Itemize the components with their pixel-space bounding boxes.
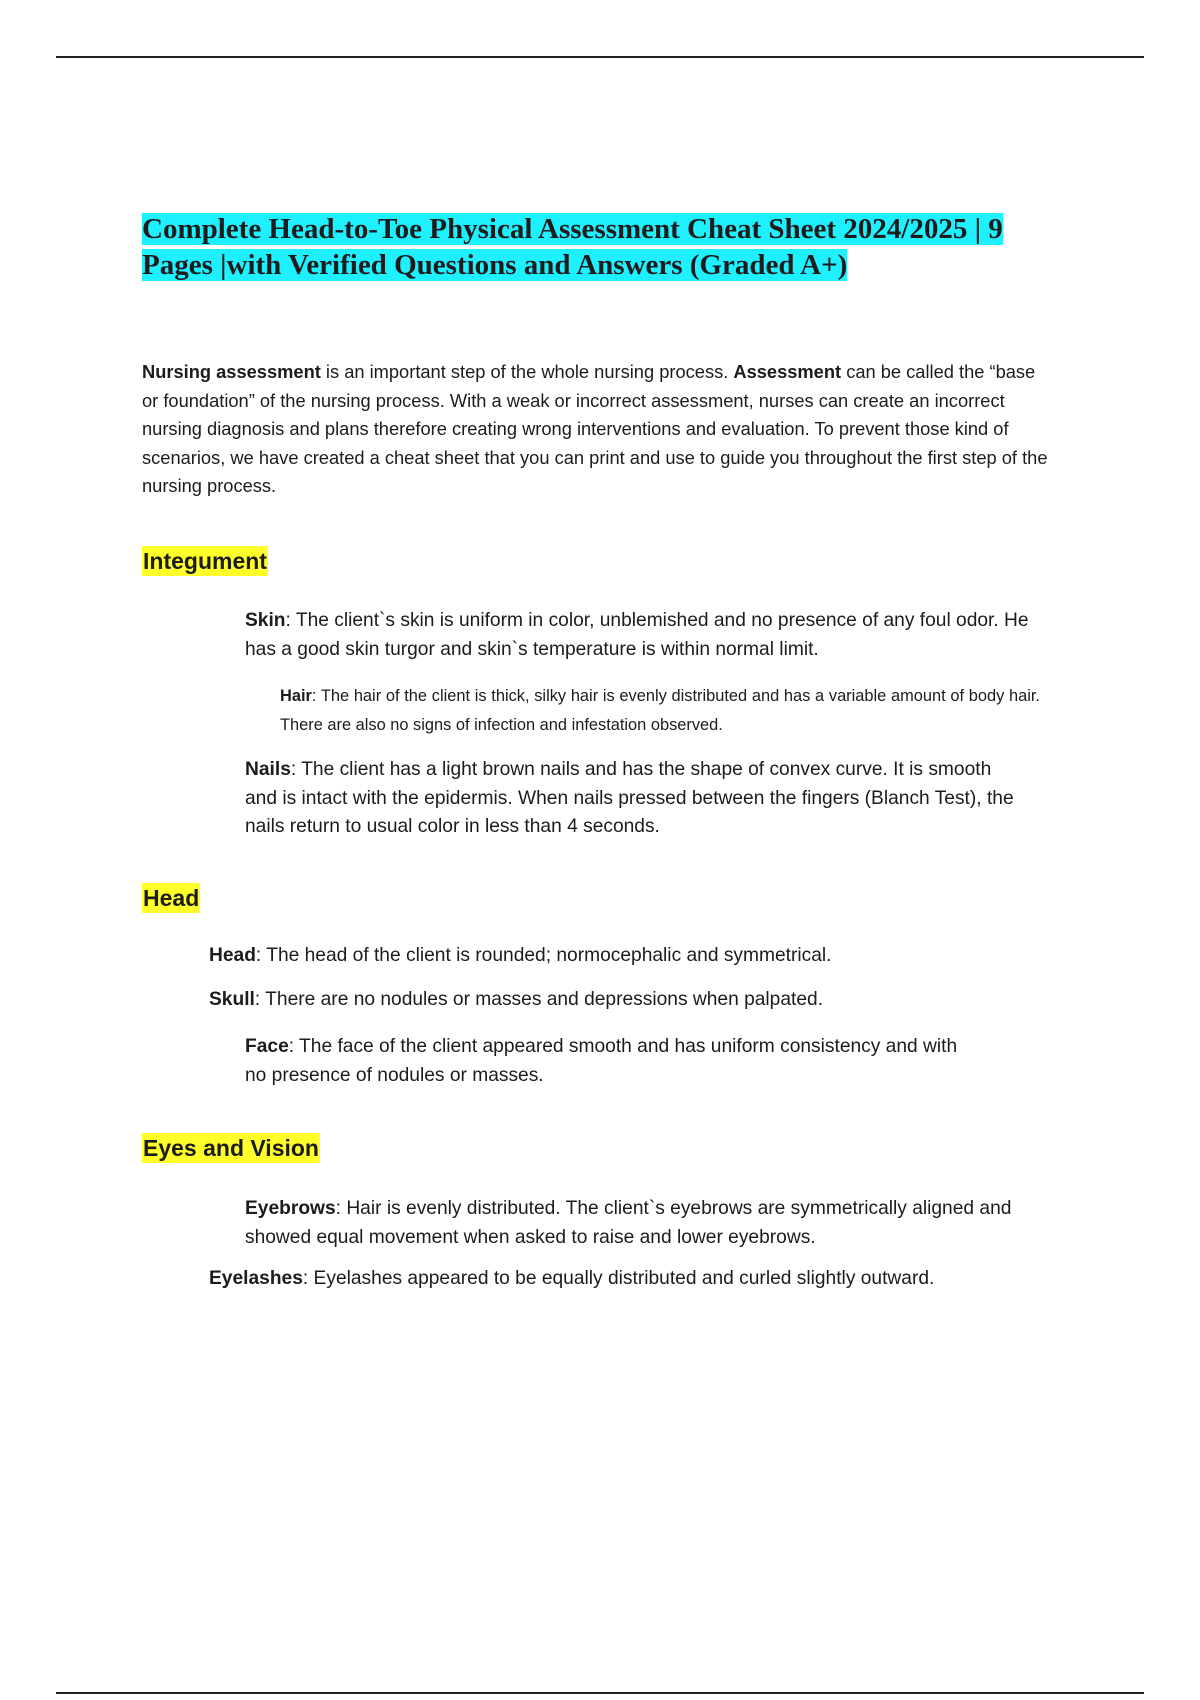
entry-label: Skin <box>245 610 286 631</box>
intro-text-2: can be called the “base or foundation” of the nursing process. With a weak or incorrect assessment, nurses can create an incorrect nursing diagnosis and plans therefore creating wrong interventions and evaluation. To prevent those kind of scenarios, we have created a cheat sheet that you can print and use to guide you throughout the first step of the nursing process. <box>142 361 1048 497</box>
entry-hair <box>280 682 1040 740</box>
entry-face <box>245 1033 975 1090</box>
entry-text: : Eyelashes appeared to be equally distributed and curled slightly outward. <box>302 1268 935 1289</box>
entry-label: Skull <box>209 989 255 1010</box>
entry-text: : The hair of the client is thick, silky hair is evenly distributed and has a variable amount of body hair. There are also no signs of infection and infestation observed. <box>280 687 1040 734</box>
section-heading-integument <box>142 546 268 576</box>
entry-text: : The client has a light brown nails and has the shape of convex curve. It is smooth and is intact with the epidermis. When nails pressed between the fingers (Blanch Test), the nails return to usual color in less than 4 seconds. <box>245 759 1014 837</box>
entry-text: : The head of the client is rounded; normocephalic and symmetrical. <box>255 945 832 966</box>
document-title <box>142 211 1042 283</box>
intro-term-nursing-assessment: Nursing assessment <box>142 361 321 382</box>
entry-text: : There are no nodules or masses and depressions when palpated. <box>254 989 824 1010</box>
heading-highlight: Integument <box>143 548 267 574</box>
intro-paragraph <box>142 358 1052 501</box>
entry-label: Nails <box>245 759 291 780</box>
entry-label: Eyelashes <box>209 1268 303 1289</box>
entry-head <box>209 942 1049 971</box>
heading-highlight: Eyes and Vision <box>143 1135 319 1161</box>
entry-eyebrows <box>245 1195 1025 1252</box>
entry-text: : The face of the client appeared smooth and has uniform consistency and with no presence of nodules or masses. <box>245 1036 958 1086</box>
entry-label: Face <box>245 1036 289 1057</box>
entry-skin <box>245 607 1045 664</box>
entry-label: Hair <box>280 687 312 705</box>
entry-eyelashes <box>209 1265 1069 1294</box>
intro-text-1: is an important step of the whole nursing process. <box>320 361 734 382</box>
entry-text: : The client`s skin is uniform in color, unblemished and no presence of any foul odor. He has a good skin turgor and skin`s temperature is within normal limit. <box>245 610 1029 660</box>
entry-text: : Hair is evenly distributed. The client`s eyebrows are symmetrically aligned and showed equal movement when asked to raise and lower eyebrows. <box>245 1198 1012 1248</box>
bottom-rule <box>56 1692 1144 1694</box>
section-heading-head <box>142 883 200 913</box>
entry-label: Head <box>209 945 256 966</box>
entry-skull <box>209 986 1049 1015</box>
title-highlight: Complete Head-to-Toe Physical Assessment Cheat Sheet 2024/2025 | 9 Pages |with Verified Questions and Answers (Graded A+) <box>142 213 1003 281</box>
intro-term-assessment: Assessment <box>733 361 842 382</box>
heading-highlight: Head <box>143 885 200 911</box>
entry-nails <box>245 756 1025 842</box>
section-heading-eyes-and-vision <box>142 1133 320 1163</box>
top-rule <box>56 56 1144 58</box>
entry-label: Eyebrows <box>245 1198 336 1219</box>
